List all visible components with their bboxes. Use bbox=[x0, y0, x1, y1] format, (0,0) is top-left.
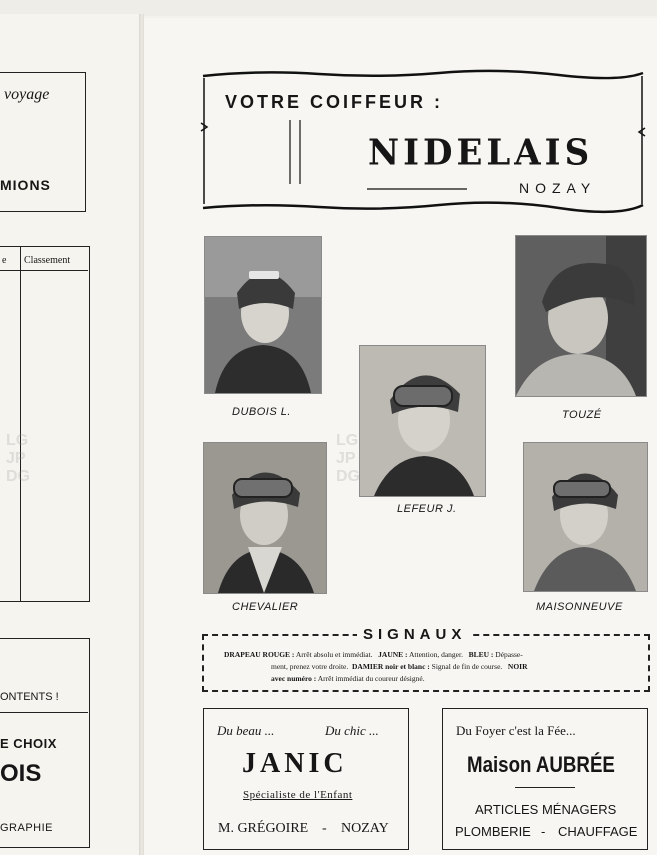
coiffeur-label: VOTRE COIFFEUR : bbox=[225, 92, 443, 112]
rider-name: TOUZÉ bbox=[562, 409, 602, 421]
page-fold bbox=[139, 14, 144, 855]
janic-tag-1: Du beau ... bbox=[217, 723, 275, 738]
signals-line-2: ment, prenez votre droite. DAMIER noir et blanc : Signal de fin de course. NOIR bbox=[271, 662, 528, 671]
watermark-left: LG JP DG bbox=[6, 432, 30, 485]
signals-line-3: avec numéro : Arrêt immédiat du coureur désigné. bbox=[271, 674, 425, 683]
aubree-line-2a: PLOMBERIE bbox=[455, 824, 531, 839]
contents-text: ONTENTS ! bbox=[0, 691, 59, 703]
coiffeur-town: NOZAY bbox=[519, 180, 597, 196]
voyage-text: voyage bbox=[4, 86, 50, 103]
aubree-divider bbox=[515, 787, 575, 788]
signals-line-1: DRAPEAU ROUGE : Arrêt absolu et immédiat. JAUNE : Attention, danger. BLEU : Dépasse- bbox=[224, 650, 523, 659]
graphie-text: GRAPHIE bbox=[0, 822, 54, 834]
table-header-line bbox=[0, 270, 88, 271]
aubree-line-1: ARTICLES MÉNAGERS bbox=[475, 802, 617, 817]
rider-photo-maisonneuve bbox=[523, 442, 648, 592]
mions-text: MIONS bbox=[0, 177, 51, 193]
rider-name: DUBOIS L. bbox=[232, 406, 291, 418]
rider-photo-touze bbox=[515, 235, 647, 397]
ois-text: OIS bbox=[0, 760, 42, 787]
coiffeur-brand: NIDELAIS bbox=[368, 132, 594, 174]
aubree-tagline: Du Foyer c'est la Fée... bbox=[456, 723, 576, 738]
table-divider bbox=[20, 247, 21, 601]
shop-ad-divider bbox=[0, 712, 88, 713]
aubree-brand: Maison AUBRÉE bbox=[467, 752, 615, 777]
rider-photo-dubois bbox=[204, 236, 322, 394]
table-col-fragment: e bbox=[2, 255, 7, 266]
rider-name: LEFEUR J. bbox=[397, 503, 457, 515]
table-col-header: Classement bbox=[24, 255, 71, 266]
janic-owner: M. GRÉGOIRE bbox=[218, 821, 309, 836]
janic-brand: JANIC bbox=[242, 748, 348, 779]
janic-sep: - bbox=[322, 821, 327, 836]
rider-name: CHEVALIER bbox=[232, 601, 299, 613]
janic-specialty: Spécialiste de l'Enfant bbox=[243, 789, 353, 801]
watermark-mid: LG JP DG bbox=[336, 432, 360, 485]
signals-title: SIGNAUX bbox=[357, 626, 472, 643]
choix-text: E CHOIX bbox=[0, 736, 57, 751]
rider-photo-chevalier bbox=[203, 442, 327, 594]
ranking-table bbox=[0, 246, 90, 602]
rider-photo-lefeur bbox=[359, 345, 486, 497]
janic-tag-2: Du chic ... bbox=[325, 723, 379, 738]
aubree-line-2-sep: - bbox=[541, 824, 546, 839]
rider-name: MAISONNEUVE bbox=[536, 601, 623, 613]
janic-town: NOZAY bbox=[341, 821, 389, 836]
aubree-line-2b: CHAUFFAGE bbox=[558, 824, 638, 839]
